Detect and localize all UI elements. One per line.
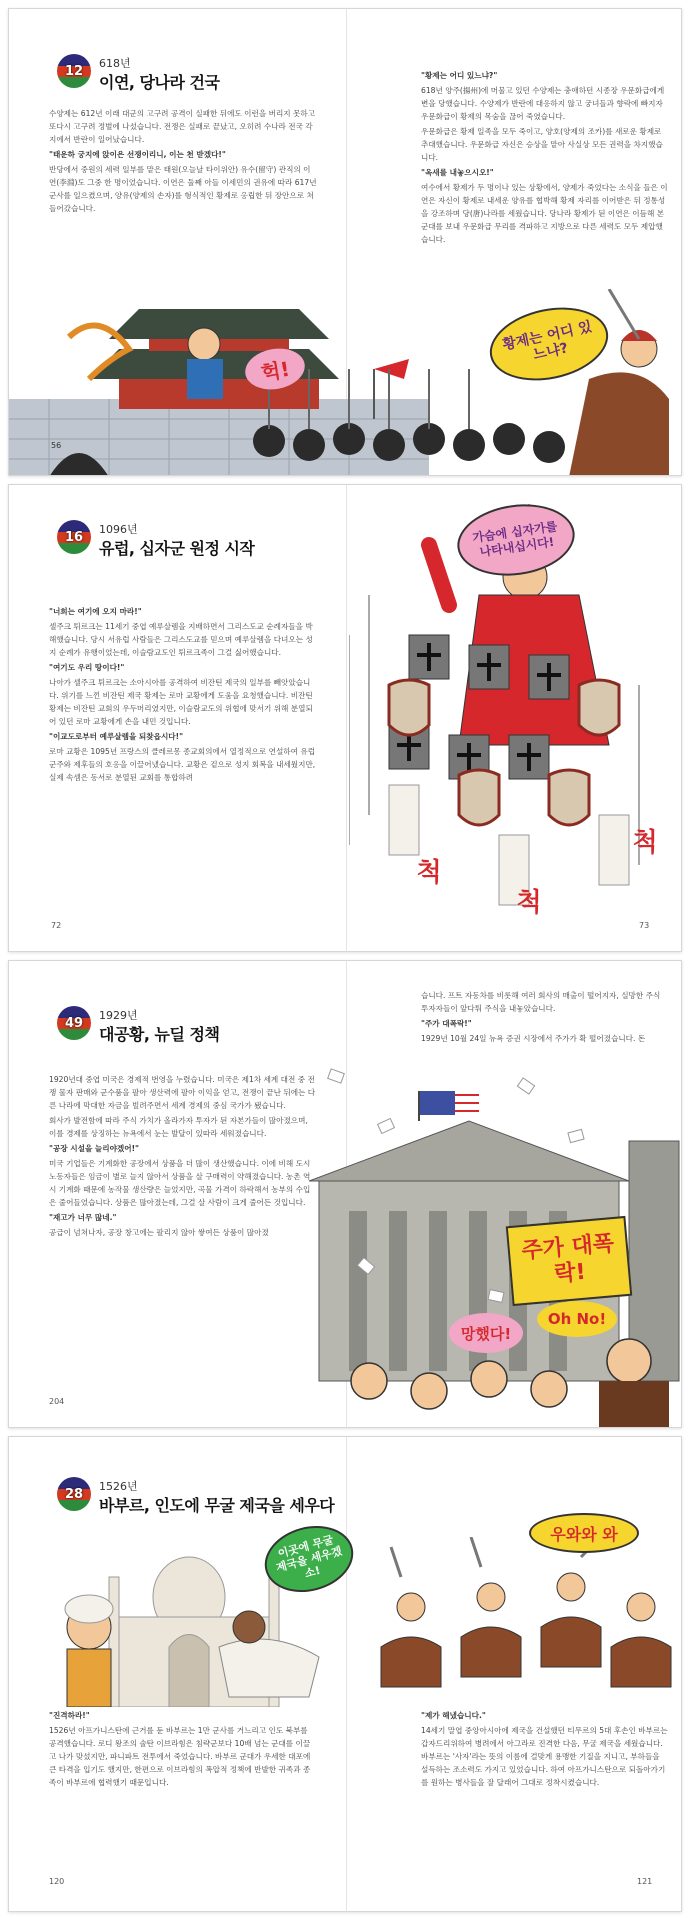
paragraph: 공급이 넘쳐나자, 공장 창고에는 팔리지 않아 쌓여든 상품이 많아졌 xyxy=(49,1228,269,1237)
paragraph: 미국 기업들은 기계화한 공장에서 상품을 더 많이 생산했습니다. 이에 비해 도시 노동자들은 임금이 별로 늘지 않아서 상품을 살 구매력이 약해졌습니다. 농촌 역시 기계화 때문에 농작물 생산량은 늘었지만, 곡물 가격이 하락해서 농부의 수입은 줄어들었습니다. 상품은 많아졌는데, 그걸 살 사람이 크게 줄어든 것입니다. xyxy=(49,1159,311,1207)
quote: "진격하라!" xyxy=(49,1711,90,1720)
quote: "제가 해냈습니다." xyxy=(421,1711,486,1720)
paragraph: 반당에서 중원의 세력 일부를 맡은 태원(오늘날 타이위안) 유수(留守) 관직의 이연(李淵)도 그중 한 명이었습니다. 이연은 둘째 아들 이세민의 권유에 따라 617년 군사를 일으켰으며, 양유(양제의 손자)를 형식적인 황제로 옹립한 뒤 장안으로 쳐들어갔습니다. xyxy=(49,165,317,213)
paragraph: 나아가 셀주크 튀르크는 소아시아를 공격하여 비잔틴 제국의 일부를 빼앗았습니다. 위기를 느낀 비잔틴 제국 황제는 로마 교황에게 도움을 요청했습니다. 비잔틴 황제는 비잔틴 교회의 우두머리였지만, 이슬람교도의 위협에 맞서기 위해 분열되어 있던 로마 교황에게 손을 내민 것입니다. xyxy=(49,678,313,726)
left-page-number: 56 xyxy=(51,441,62,450)
speech-bubble-cheer: 우와와 와 xyxy=(529,1513,639,1553)
book-spread-3 xyxy=(8,960,682,1428)
chapter-badge xyxy=(57,54,91,88)
left-page-text xyxy=(49,107,317,217)
quote: "여기도 우리 땅이다!" xyxy=(49,663,125,672)
speech-bubble-where-emperor: 황제는 어디 있느냐? xyxy=(483,297,615,390)
chapter-title: 바부르, 인도에 무굴 제국을 세우다 xyxy=(99,1496,335,1515)
paragraph: 로마 교황은 1095년 프랑스의 클레르몽 종교회의에서 열정적으로 연설하여 유럽 군주와 제후들의 호응을 이끌어냈습니다. 교황은 겉으로 성지 회복을 내세웠지만, 실제 속셈은 동서로 분열된 교회를 통합하려 xyxy=(49,747,316,782)
chapter-number: 28 xyxy=(64,1486,84,1502)
gutter-line xyxy=(346,1437,347,1911)
chapter-title: 이연, 당나라 건국 xyxy=(99,73,220,92)
speech-bubble-ruined: 망했다! xyxy=(449,1313,523,1353)
right-page-text xyxy=(421,69,669,248)
chapter-year: 1526년 xyxy=(99,1480,138,1493)
paragraph: 618년 양주(揚州)에 머물고 있던 수양제는 충애하던 시종장 우문화급에게 변을 당했습니다. 수양제가 반란에 대응하지 않고 궁녀들과 향락에 빠지자 우문화급이 황제의 목숨을 끊어 죽였습니다. xyxy=(421,86,665,121)
sound-effect-march: 척 xyxy=(632,827,658,858)
quote: "너희는 여기에 오지 마라!" xyxy=(49,607,142,616)
speech-bubble-mughal: 이곳에 무굴 제국을 세우겠소! xyxy=(257,1516,360,1601)
left-page-text xyxy=(49,1709,317,1791)
right-page-number: 121 xyxy=(637,1877,653,1886)
sound-effect-march: 척 xyxy=(416,857,442,888)
sound-effect-march: 척 xyxy=(516,887,542,918)
left-page-number: 72 xyxy=(51,921,62,930)
paragraph: 1929년 10월 24일 뉴욕 증권 시장에서 주가가 확 떨어졌습니다. 돈 xyxy=(421,1034,646,1043)
quote: "주가 대폭락!" xyxy=(421,1019,472,1028)
paragraph: 여수에서 황제가 두 명이나 있는 상황에서, 양제가 죽었다는 소식을 들은 이연은 자신이 황제로 내세운 양유를 협박해 황제 자리를 이어받은 뒤 정통성을 강조하며 당(唐)나라를 세웠습니다. 당나라 황제가 된 이연은 이듬해 본 군대를 보내 우문화급 무리를 격파하고 지방으로 다른 세력도 모두 제압했습니다. xyxy=(421,183,668,244)
left-page-text xyxy=(49,1073,317,1241)
chapter-number: 49 xyxy=(64,1015,84,1031)
book-spread-1 xyxy=(8,8,682,476)
right-page-text xyxy=(421,989,669,1047)
paragraph: 우문화급은 황제 일족을 모두 죽이고, 양호(양제의 조카)를 새로운 황제로 추대했습니다. 우문화급 자신은 승상을 맡아 사실상 모든 권력을 차지했습니다. xyxy=(421,127,663,162)
gutter-line xyxy=(346,485,347,951)
paragraph: 습니다. 프트 자동차를 비롯해 여러 회사의 매출이 떨어지자, 실망한 주식 투자자들이 앞다퉈 주식을 내놓았습니다. xyxy=(421,991,661,1013)
quote: "태운하 궁지에 앉이은 선쟁이리니, 이는 천 받겠다!" xyxy=(49,150,226,159)
paragraph: 1920년대 중엽 미국은 경제적 번영을 누렸습니다. 미국은 제1차 세계 대전 중 전쟁 물자 판매와 군수품을 팔아 생산력에 팔아 이익을 얻고, 전쟁이 끝난 뒤에는 다른 나라에 막대한 자금을 빌려주면서 세계 경제의 중심 국가가 됐습니다. xyxy=(49,1075,316,1110)
chapter-badge xyxy=(57,1006,91,1040)
chapter-badge xyxy=(57,1477,91,1511)
chapter-badge xyxy=(57,520,91,554)
chapter-title: 유럽, 십자군 원정 시작 xyxy=(99,539,255,558)
chapter-year: 1929년 xyxy=(99,1009,138,1022)
paragraph: 셀주크 튀르크는 11세기 중엽 예루살렘을 지배하면서 그리스도교 순례자들을 박해했습니다. 당시 서유럽 사람들은 그리스도교를 믿으며 예루살렘을 다녀오는 성지 순례가 유행이었는데, 이슬람교도인 튀르크족이 그걸 싫어했습니다. xyxy=(49,622,313,657)
quote: "황제는 어디 있느냐?" xyxy=(421,71,498,80)
paragraph: 수양제는 612년 이래 대군의 고구려 공격이 실패한 뒤에도 이런을 버리지 못하고 또다시 고구려 정벌에 나섰습니다. 전쟁은 실패로 끝났고, 오히려 수나라 전국 각지에서 반란이 일어났습니다. xyxy=(49,109,316,144)
chapter-year: 1096년 xyxy=(99,523,138,536)
speech-bubble-stock-crash: 주가 대폭락! xyxy=(506,1216,633,1306)
speech-bubble-cross: 가슴에 십자가를 나타내십시다! xyxy=(453,497,580,583)
chapter-title: 대공황, 뉴딜 정책 xyxy=(99,1025,220,1044)
quote: "공장 시설을 늘리야겠어!" xyxy=(49,1144,140,1153)
paragraph: 회사가 발전함에 따라 주식 가치가 올라가자 투자가 된 자본가들이 많아졌으며, 이를 경제를 상징하는 뉴욕에서 눈는 발달이 있따라 세워졌습니다. xyxy=(49,1116,308,1138)
left-page-number: 204 xyxy=(49,1397,65,1406)
chapter-number: 16 xyxy=(64,529,84,545)
chapter-number: 12 xyxy=(64,63,84,79)
right-page-number: 73 xyxy=(639,921,650,930)
quote: "재고가 너무 많네." xyxy=(49,1213,117,1222)
speech-bubble-shock: 헉! xyxy=(242,344,308,394)
paragraph: 14세기 말엽 중앙아시아에 제국을 건설했던 티무르의 5대 후손인 바부르는 갑자드리위하여 병려에서 아그라로 진격한 다음, 무굴 제국을 세웠습니다. 바부르는 '사자'라는 뜻의 이름에 걸맞게 용맹한 기질을 지니고, 부하들을 설득하는 조소력도 가지고 있었습니다. 하여 아프가니스탄으로 되돌아가기를 원하는 병사들을 잘 달래어 그대로 정착시켰습니다. xyxy=(421,1726,668,1787)
chapter-year: 618년 xyxy=(99,57,131,70)
quote: "이교도로부터 예루살렘을 되찾읍시다!" xyxy=(49,732,184,741)
book-spread-2 xyxy=(8,484,682,952)
quote: "옥새를 내놓으시오!" xyxy=(421,168,494,177)
speech-bubble-oh-no: Oh No! xyxy=(537,1301,617,1337)
right-page-text xyxy=(421,1709,669,1791)
book-spread-4 xyxy=(8,1436,682,1912)
left-page-number: 120 xyxy=(49,1877,65,1886)
paragraph: 1526년 아프가니스탄에 근거를 둔 바부르는 1만 군사를 거느리고 인도 북부를 공격했습니다. 로디 왕조의 술탄 이브라힘은 침략군보다 10배 넘는 군대를 이끌고 나가 맞섰지만, 파니파트 전투에서 죽었습니다. 바부르 군대가 우세한 대포에 큰 타격을 입기도 했지만, 한편으로 이브라힘의 폭압적 정책에 반발한 귀족과 종족이 바부르에 협력했기 때문입니다. xyxy=(49,1726,311,1787)
cavalry-illustration xyxy=(361,1537,682,1707)
left-page-text xyxy=(49,605,317,786)
